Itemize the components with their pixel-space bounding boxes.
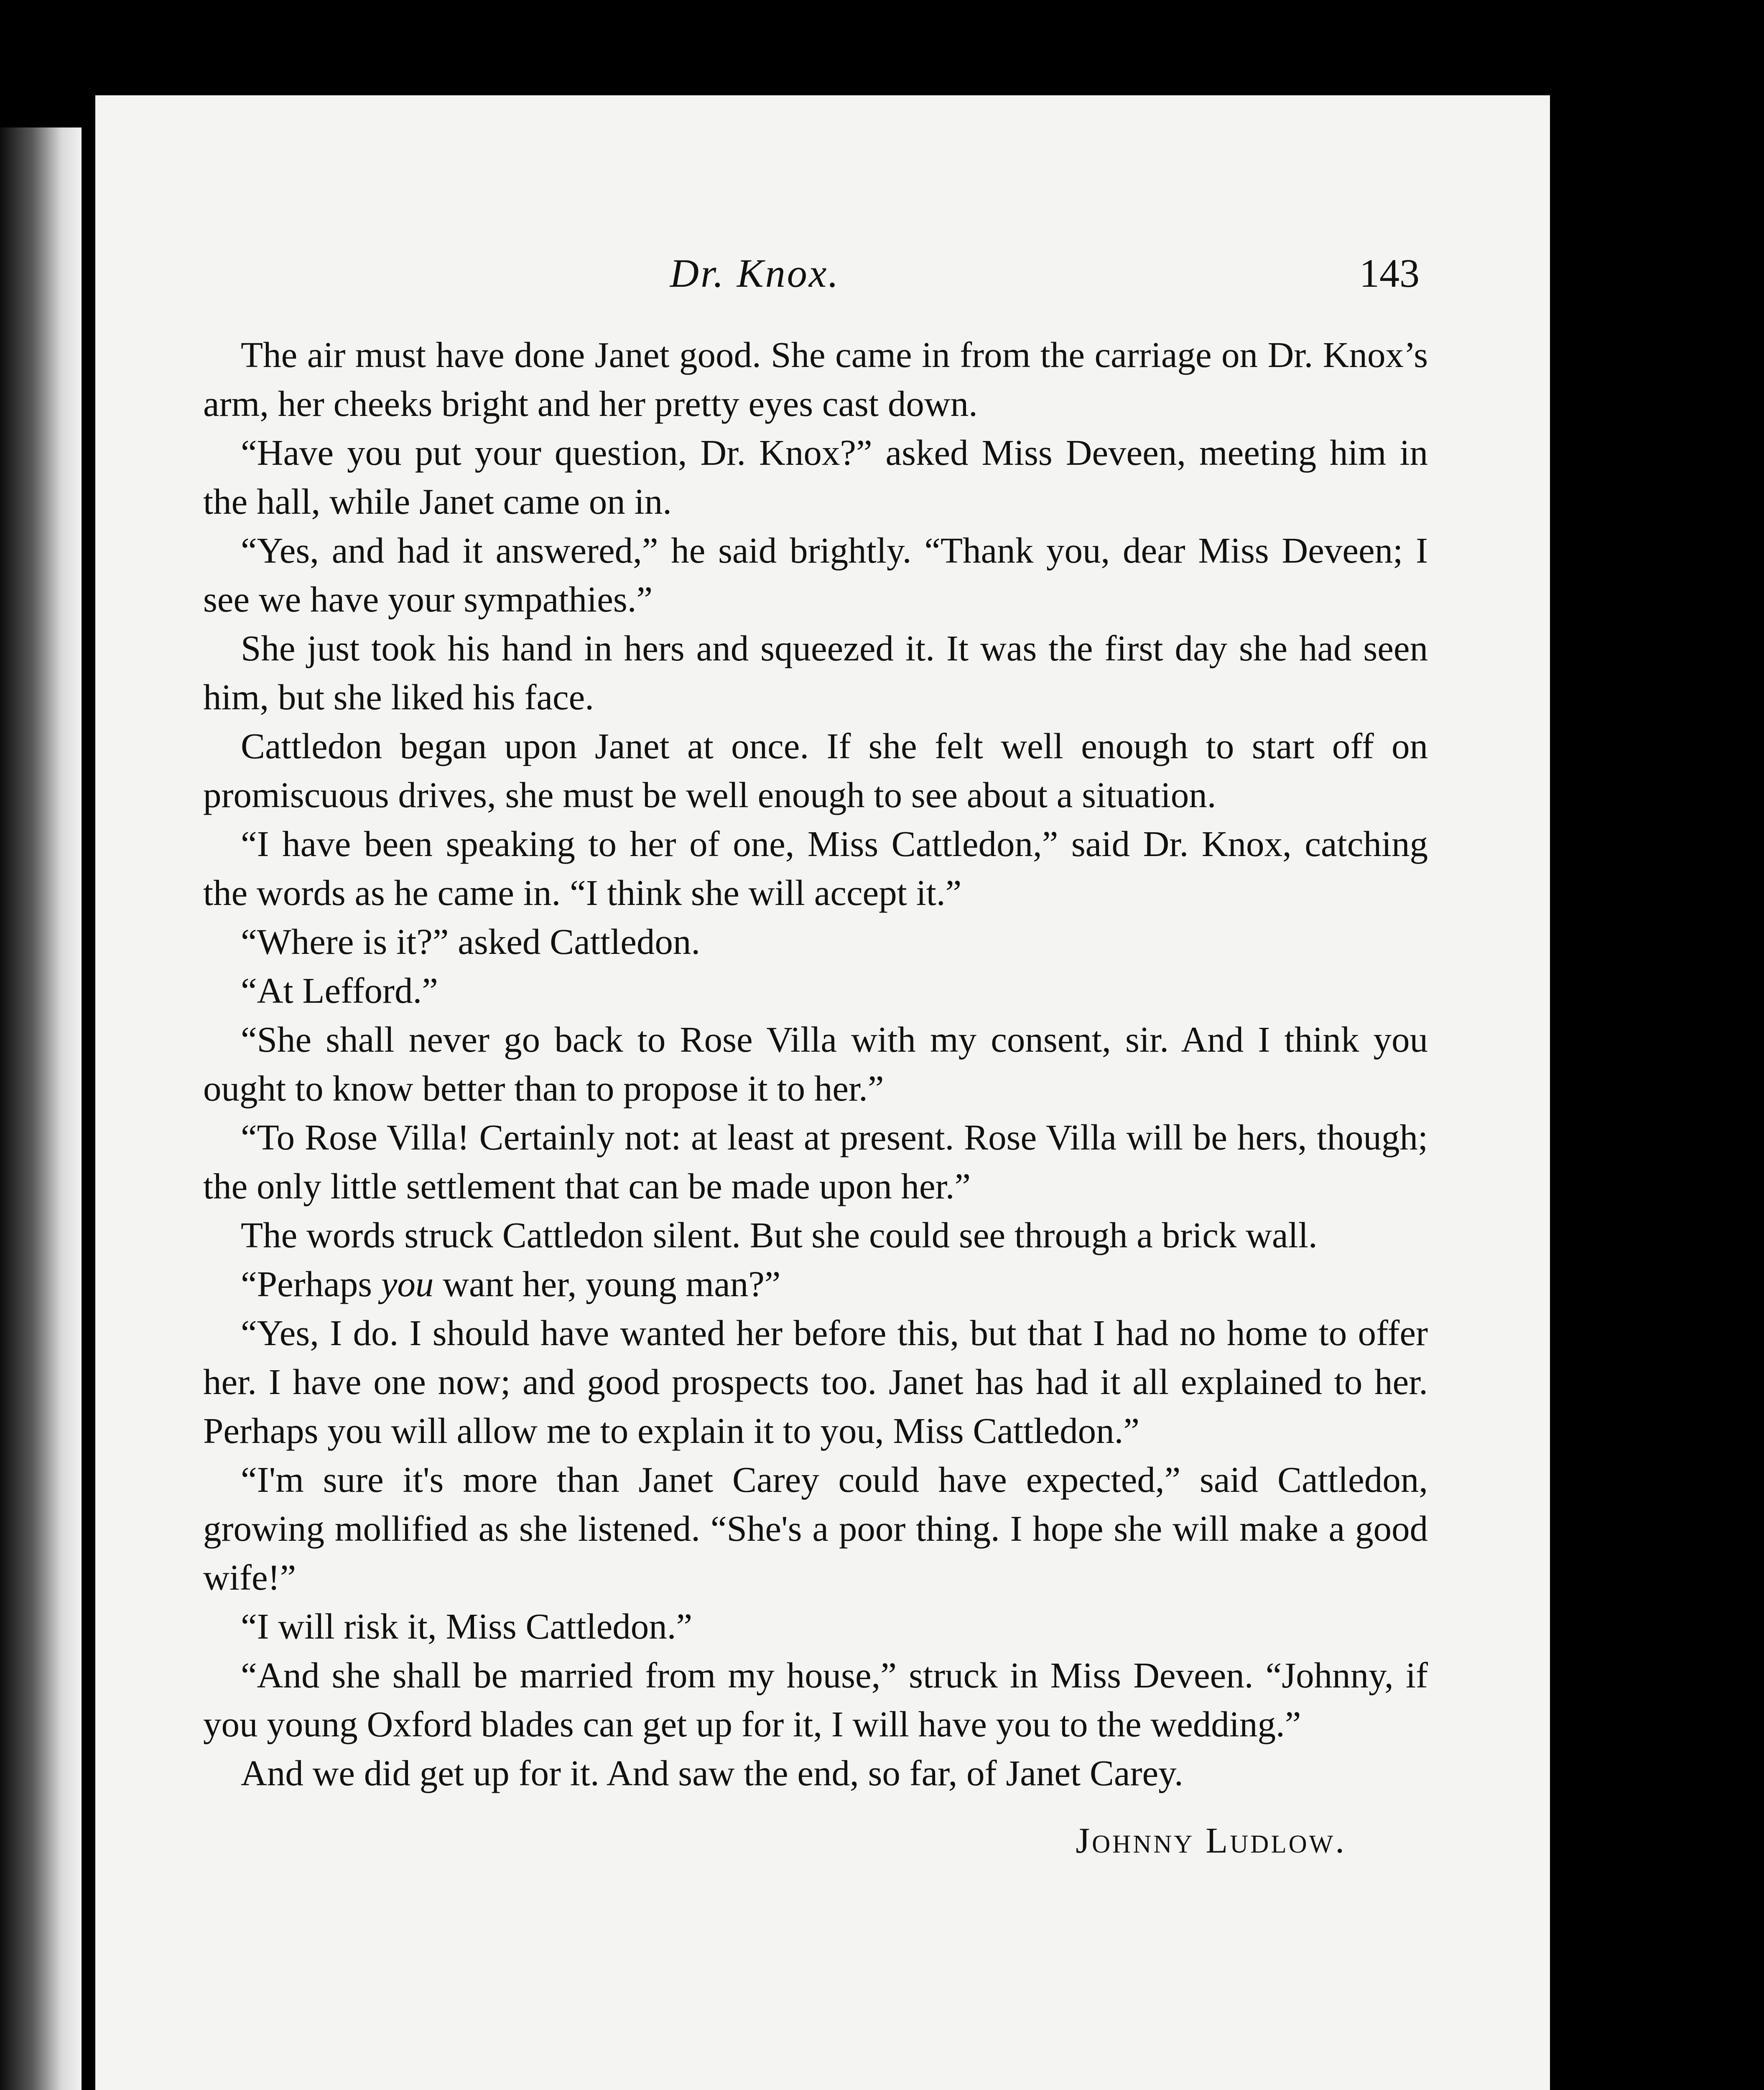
facing-page-edge [0, 127, 82, 2090]
page-number: 143 [1359, 251, 1420, 296]
perhaps-after: want her, young man?” [433, 1264, 781, 1304]
paragraph: “And she shall be married from my house,” struck in Miss Deveen. “Johnny, if you young Oxford blades can get up for it, I will have you to the wedding.” [203, 1655, 1428, 1744]
perhaps-before: “Perhaps [241, 1264, 381, 1304]
paragraph: “She shall never go back to Rose Villa with my consent, sir. And I think you ought to know better than to propose it to her.” [203, 1019, 1428, 1109]
paragraph: “I will risk it, Miss Cattledon.” [241, 1606, 693, 1647]
paragraph: “Yes, I do. I should have wanted her before this, but that I had no home to offer her. I have one now; and good prospects too. Janet has had it all explained to her. Perhaps you will allow me to explain it to you, Miss Cattledon.” [203, 1313, 1428, 1451]
author-signature: Johnny Ludlow. [1076, 1820, 1346, 1861]
running-head [203, 250, 1428, 300]
paragraph: The air must have done Janet good. She came in from the carriage on Dr. Knox’s arm, her cheeks bright and her pretty eyes cast down. [203, 334, 1428, 424]
running-title: Dr. Knox. [670, 251, 840, 296]
book-page [95, 95, 1550, 2090]
paragraph: The words struck Cattledon silent. But she could see through a brick wall. [241, 1215, 1318, 1255]
paragraph: “Yes, and had it answered,” he said brightly. “Thank you, dear Miss Deveen; I see we have your sympathies.” [203, 530, 1428, 619]
paragraph: “Have you put your question, Dr. Knox?” asked Miss Deveen, meeting him in the hall, while Janet came on in. [203, 432, 1428, 522]
paragraph: “To Rose Villa! Certainly not: at least at present. Rose Villa will be hers, though; the only little settlement that can be made upon her.” [203, 1117, 1428, 1206]
paragraph: “At Lefford.” [241, 970, 438, 1011]
paragraph: “Where is it?” asked Cattledon. [241, 921, 701, 962]
perhaps-emphasis: you [381, 1264, 434, 1304]
paragraph: “I have been speaking to her of one, Miss Cattledon,” said Dr. Knox, catching the words as he came in. “I think she will accept it.” [203, 823, 1428, 913]
paragraph: And we did get up for it. And saw the end, so far, of Janet Carey. [241, 1753, 1183, 1793]
paragraph: She just took his hand in hers and squeezed it. It was the first day she had seen him, but she liked his face. [203, 628, 1428, 717]
paragraph: “I'm sure it's more than Janet Carey could have expected,” said Cattledon, growing mollified as she listened. “She's a poor thing. I hope she will make a good wife!” [203, 1459, 1428, 1598]
paragraph-perhaps [203, 1259, 1428, 1308]
body-text [203, 330, 1428, 1865]
paragraph: Cattledon began upon Janet at once. If she felt well enough to start off on promiscuous drives, she must be well enough to see about a situation. [203, 726, 1428, 815]
